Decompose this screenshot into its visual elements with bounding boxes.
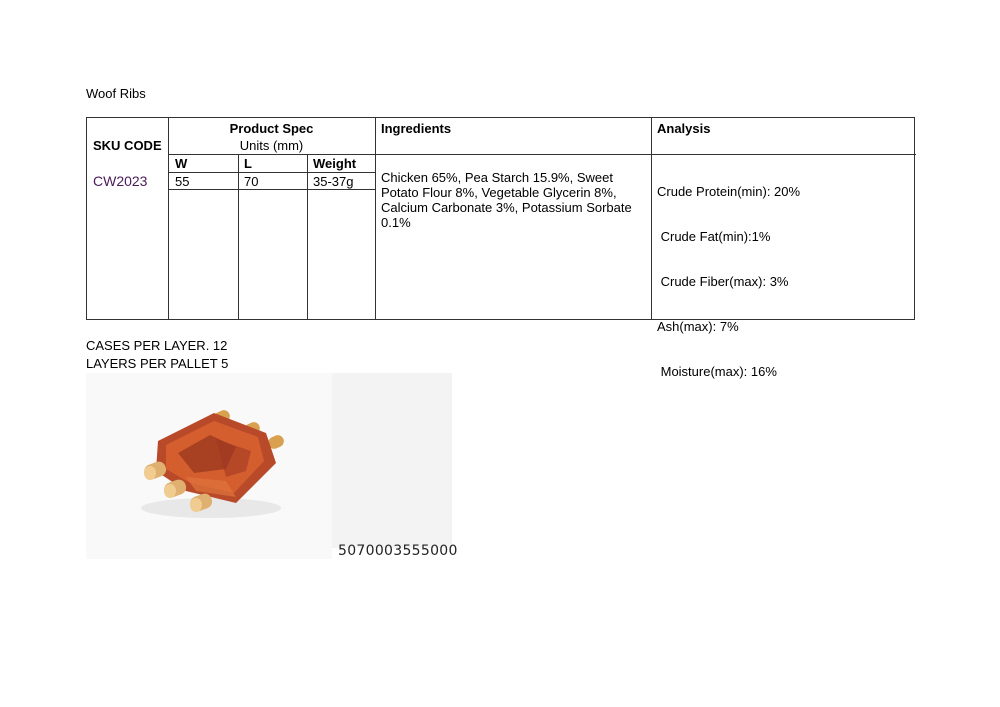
header-product-spec: Product Spec <box>229 121 314 136</box>
sku-value: CW2023 <box>93 173 148 189</box>
length-value: 70 <box>244 174 259 189</box>
analysis-item: Crude Fiber(max): 3% <box>657 274 789 289</box>
table-divider <box>375 118 376 319</box>
header-ingredients: Ingredients <box>381 121 452 136</box>
analysis-item: Moisture(max): 16% <box>657 364 777 379</box>
layers-per-pallet: LAYERS PER PALLET 5 <box>86 356 229 371</box>
width-value: 55 <box>175 174 190 189</box>
table-divider <box>168 172 375 173</box>
header-units: Units (mm) <box>239 138 304 153</box>
table-divider <box>651 118 652 319</box>
subheader-weight: Weight <box>313 156 357 171</box>
analysis-item: Crude Fat(min):1% <box>657 229 771 244</box>
cases-per-layer: CASES PER LAYER. 12 <box>86 338 228 353</box>
subheader-l: L <box>244 156 252 171</box>
analysis-list <box>657 154 800 409</box>
subheader-w: W <box>175 156 188 171</box>
rib-chew-image <box>86 373 332 559</box>
table-divider <box>238 154 239 319</box>
header-analysis: Analysis <box>657 121 711 136</box>
analysis-item: Crude Protein(min): 20% <box>657 184 801 199</box>
table-divider <box>168 189 375 190</box>
header-sku-code: SKU CODE <box>93 138 162 153</box>
pallet-info <box>86 337 228 373</box>
barcode-number: 5070003555000 <box>338 543 458 559</box>
ingredients-value: Chicken 65%, Pea Starch 15.9%, Sweet Potato Flour 8%, Vegetable Glycerin 8%, Calcium Carbonate 3%, Potassium Sorbate 0.1% <box>381 170 632 230</box>
analysis-item: Ash(max): 7% <box>657 319 739 334</box>
document-title: Woof Ribs <box>86 86 146 101</box>
table-divider <box>168 154 375 155</box>
table-divider <box>375 154 916 155</box>
weight-value: 35-37g <box>313 174 354 189</box>
product-photo <box>86 373 452 559</box>
table-divider <box>307 154 308 319</box>
